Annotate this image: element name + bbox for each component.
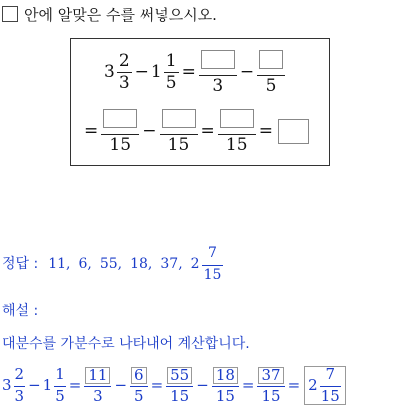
numerator-input-3[interactable] [103, 109, 137, 128]
mixed-b-numerator: 1 [165, 51, 177, 71]
equals-sign: = [84, 121, 99, 141]
work-f5-numerator: 37 [258, 367, 283, 385]
work-f5-denominator: 15 [257, 386, 284, 404]
blank-fraction-2 [257, 50, 285, 95]
numerator-input-4[interactable] [162, 109, 196, 128]
answer-label: 정답 : [2, 256, 39, 272]
work-f2-numerator: 6 [131, 367, 147, 385]
answer-last-denominator: 15 [203, 267, 222, 283]
blank-fraction-1 [199, 50, 237, 95]
blank-fraction-3 [101, 109, 139, 154]
mixed-b-fraction [164, 53, 179, 92]
work-b-numerator: 1 [55, 365, 65, 383]
mixed-b-whole: 1 [150, 62, 162, 82]
work-result [304, 366, 346, 405]
answer-last-numerator: 7 [208, 245, 217, 261]
final-answer-input[interactable] [278, 119, 309, 144]
work-result-fraction [320, 367, 341, 404]
blank-fraction-5 [218, 109, 256, 154]
work-b-fraction [54, 367, 66, 404]
equals-sign: = [258, 121, 273, 141]
answer-value: 55, [99, 256, 123, 272]
work-result-denominator: 15 [320, 387, 340, 405]
answer-row [2, 246, 224, 282]
answer-value: 18, [130, 256, 153, 272]
work-f3-fraction [166, 367, 193, 405]
work-f4-denominator: 15 [212, 386, 239, 404]
answer-value: 6, [78, 256, 92, 272]
equals-sign: = [241, 376, 255, 394]
explanation-text: 대분수를 가분수로 나타내어 계산합니다. [2, 336, 250, 352]
work-f1-fraction [84, 367, 111, 405]
work-result-whole: 2 [308, 376, 318, 394]
work-f3-numerator: 55 [167, 367, 192, 385]
work-f1-denominator: 3 [84, 386, 111, 404]
numerator-input-2[interactable] [259, 50, 283, 69]
minus-sign: − [142, 121, 157, 141]
minus-sign: − [134, 62, 149, 82]
work-f2-denominator: 5 [130, 386, 148, 404]
work-f4-numerator: 18 [213, 367, 238, 385]
answer-last-fraction [202, 246, 224, 282]
minus-sign: − [28, 376, 41, 394]
equals-sign: = [150, 376, 164, 394]
equals-sign: = [68, 376, 82, 394]
equals-sign: = [200, 121, 215, 141]
mixed-a-fraction [117, 53, 132, 92]
work-b-denominator: 5 [55, 387, 65, 405]
work-a-whole: 3 [2, 376, 12, 394]
explanation-label: 해설 : [2, 303, 39, 319]
work-result-numerator: 7 [325, 365, 336, 383]
equals-sign: = [287, 376, 301, 394]
problem-line-1 [104, 50, 286, 95]
numerator-input-5[interactable] [220, 109, 254, 128]
problem-line-2 [82, 109, 309, 154]
answer-value: 37, [160, 256, 183, 272]
blank-fraction-4 [160, 109, 198, 154]
work-f4-fraction [212, 367, 239, 405]
explanation-work [2, 366, 346, 405]
work-a-fraction [14, 367, 26, 404]
blank-fraction-1-denominator: 3 [199, 75, 237, 95]
minus-sign: − [196, 376, 209, 394]
mixed-b-denominator: 5 [165, 73, 177, 93]
minus-sign: − [239, 62, 255, 82]
blank-fraction-5-denominator: 15 [218, 134, 256, 154]
answer-value: 11, [48, 256, 71, 272]
work-f1-numerator: 11 [85, 367, 110, 385]
work-f2-fraction [130, 367, 148, 405]
answer-last-whole: 2 [190, 256, 200, 272]
minus-sign: − [114, 376, 128, 394]
mixed-a-numerator: 2 [118, 51, 130, 71]
equals-sign: = [181, 62, 196, 82]
work-f5-fraction [257, 367, 284, 405]
work-f3-denominator: 15 [166, 386, 193, 404]
work-a-denominator: 3 [14, 387, 25, 405]
numerator-input-1[interactable] [201, 50, 235, 69]
question-text: 안에 알맞은 수를 써넣으시오. [24, 6, 217, 24]
answer-blank-icon [2, 6, 18, 22]
blank-fraction-2-denominator: 5 [257, 75, 285, 95]
blank-fraction-3-denominator: 15 [101, 134, 139, 154]
blank-fraction-4-denominator: 15 [160, 134, 198, 154]
mixed-a-denominator: 3 [118, 73, 130, 93]
mixed-a-whole: 3 [104, 62, 115, 82]
work-a-numerator: 2 [14, 365, 25, 383]
work-b-whole: 1 [42, 376, 53, 394]
